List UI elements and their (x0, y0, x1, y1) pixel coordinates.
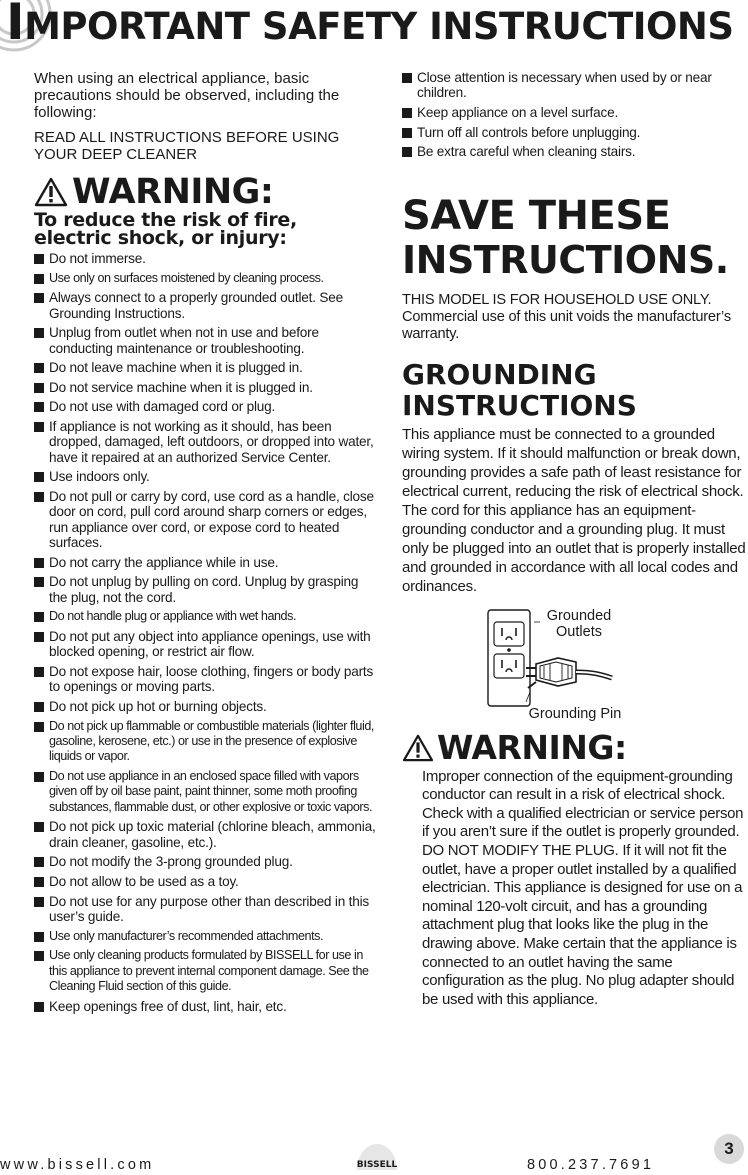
bullet-text: Do not pick up flammable or combustible materials (lighter fluid, gasoline, kerosene, etc.) or use in the presence of explosive liquids or vapor. (49, 718, 374, 764)
bullet-text: Use only on surfaces moistened by cleaning process. (49, 270, 324, 285)
bullet-text: Always connect to a properly grounded outlet. See Grounding Instructions. (49, 290, 343, 321)
warning2-heading: WARNING: (402, 730, 746, 766)
bullet-item (34, 699, 379, 714)
square-bullet-icon (34, 857, 44, 867)
bullet-item (34, 819, 379, 850)
page-title: IMPORTANT SAFETY INSTRUCTIONS (6, 0, 734, 51)
bullet-text: Close attention is necessary when used by or near children. (417, 70, 712, 101)
square-bullet-icon (34, 577, 44, 587)
bullet-text: Keep openings free of dust, lint, hair, etc. (49, 998, 287, 1014)
grounded-outlet-figure (402, 606, 746, 730)
footer-phone: 800.237.7691 (527, 1157, 655, 1173)
bullet-text: Do not modify the 3-prong grounded plug. (49, 854, 293, 870)
read-all-instructions: READ ALL INSTRUCTIONS BEFORE USING YOUR DEEP CLEANER (34, 129, 340, 163)
square-bullet-icon (34, 492, 44, 502)
bullet-item (34, 325, 379, 356)
bullet-item (34, 929, 379, 944)
intro-text: When using an electrical appliance, basic precautions should be observed, including the following: (34, 70, 340, 121)
right-column (402, 70, 746, 1009)
square-bullet-icon (402, 128, 412, 138)
bissell-logo (349, 1140, 405, 1174)
square-bullet-icon (34, 932, 44, 942)
warning-triangle-icon (34, 177, 68, 207)
warning-subheading: To reduce the risk of fire, electric shock, or injury: (34, 209, 297, 249)
bullet-item (402, 105, 746, 120)
bullet-text: Do not service machine when it is plugged in. (49, 379, 313, 395)
warning2-body: Improper connection of the equipment-grounding conductor can result in a risk of electrical shock. Check with a qualified electrician or service person if you aren’t sure if the outlet is properly grounded. DO NOT MODIFY THE PLUG. If it will not fit the outlet, have a proper outlet installed by a qualified electrician. This appliance is designed for use on a nominal 120-volt circuit, and has a grounding attachment plug that looks like the plug in the drawing above. Make certain that the appliance is connected to an outlet having the same configuration as the plug. No plug adapter should be used with this appliance. (422, 767, 744, 1008)
square-bullet-icon (34, 772, 44, 782)
bullet-text: Do not use appliance in an enclosed space filled with vapors given off by oil base paint, paint thinner, some moth proofing substances, flammable dust, or other explosive or toxic vapors. (49, 768, 373, 814)
square-bullet-icon (34, 897, 44, 907)
square-bullet-icon (34, 363, 44, 373)
warning-triangle-icon (402, 734, 434, 762)
left-column (34, 70, 379, 1018)
square-bullet-icon (34, 293, 44, 303)
square-bullet-icon (34, 274, 44, 284)
bullet-item (34, 948, 379, 994)
square-bullet-icon (402, 147, 412, 157)
bullet-item (34, 574, 379, 605)
square-bullet-icon (34, 877, 44, 887)
bullet-item (34, 609, 379, 624)
save-instructions-line2: INSTRUCTIONS. (402, 237, 729, 282)
square-bullet-icon (34, 722, 44, 732)
square-bullet-icon (34, 667, 44, 677)
footer-website: www.bissell.com (0, 1157, 155, 1173)
square-bullet-icon (34, 402, 44, 412)
bullet-item (34, 664, 379, 695)
square-bullet-icon (34, 383, 44, 393)
household-use-note: THIS MODEL IS FOR HOUSEHOLD USE ONLY. Commercial use of this unit voids the manufacturer’s warranty. (402, 291, 731, 342)
bullet-item (34, 251, 379, 266)
bullet-text: Do not use with damaged cord or plug. (49, 399, 276, 415)
label-grounded-outlets: Grounded Outlets (546, 607, 612, 640)
square-bullet-icon (34, 632, 44, 642)
bullet-text: Use only manufacturer’s recommended attachments. (49, 928, 324, 943)
page-number: 3 (714, 1134, 744, 1164)
bullet-item (34, 894, 379, 925)
square-bullet-icon (34, 422, 44, 432)
bullet-text: Do not pick up toxic material (chlorine bleach, ammonia, drain cleaner, gasoline, etc.). (49, 819, 376, 850)
right-bullet-list (402, 70, 746, 160)
bullet-text: Do not handle plug or appliance with wet hands. (49, 609, 296, 624)
bullet-item (34, 769, 379, 815)
square-bullet-icon (34, 472, 44, 482)
bullet-item (34, 555, 379, 570)
bullet-item (34, 854, 379, 869)
square-bullet-icon (34, 1002, 44, 1012)
bullet-text: Do not leave machine when it is plugged in. (49, 360, 303, 376)
bullet-item (34, 629, 379, 660)
grounding-title: GROUNDING INSTRUCTIONS (402, 357, 637, 422)
bullet-item (34, 419, 379, 465)
bullet-item (34, 360, 379, 375)
bullet-item (402, 125, 746, 140)
bullet-item (34, 489, 379, 551)
bullet-text: Do not unplug by pulling on cord. Unplug by grasping the plug, not the cord. (49, 574, 359, 605)
bullet-text: If appliance is not working as it should, has been dropped, damaged, left outdoors, or dropped into water, have it repaired at an authorized Service Center. (49, 418, 374, 465)
warning-heading: WARNING: (34, 173, 379, 211)
bullet-text: Do not allow to be used as a toy. (49, 873, 239, 889)
bullet-text: Do not put any object into appliance openings, use with blocked opening, or restrict air flow. (49, 628, 371, 660)
svg-text:BISSELL: BISSELL (356, 1160, 398, 1170)
bullet-text: Do not use for any purpose other than described in this user’s guide. (49, 893, 369, 924)
square-bullet-icon (402, 73, 412, 83)
grounding-body: This appliance must be connected to a grounded wiring system. If it should malfunction or break down, grounding provides a safe path of least resistance for electrical current, reducing the risk of electrical shock. The cord for this appliance has an equipment-grounding conductor and a grounding plug. It must only be plugged into an outlet that is properly installed and grounded in accordance with all local codes and ordinances. (402, 425, 746, 595)
left-bullet-list (34, 251, 379, 1014)
square-bullet-icon (34, 822, 44, 832)
bullet-item (34, 874, 379, 889)
bullet-item (34, 999, 379, 1014)
bullet-text: Do not pick up hot or burning objects. (49, 698, 267, 714)
square-bullet-icon (34, 254, 44, 264)
bullet-item (34, 469, 379, 484)
bullet-text: Keep appliance on a level surface. (417, 105, 619, 120)
bullet-item (34, 380, 379, 395)
bullet-item (34, 271, 379, 286)
bullet-item (34, 290, 379, 321)
save-instructions-line1: SAVE THESE (402, 192, 671, 239)
square-bullet-icon (402, 108, 412, 118)
square-bullet-icon (34, 951, 44, 961)
square-bullet-icon (34, 558, 44, 568)
bullet-text: Turn off all controls before unplugging. (417, 124, 641, 140)
bullet-text: Be extra careful when cleaning stairs. (417, 144, 636, 160)
square-bullet-icon (34, 702, 44, 712)
bullet-item (34, 719, 379, 765)
square-bullet-icon (34, 612, 44, 622)
bullet-item (34, 399, 379, 414)
bullet-item (402, 70, 746, 101)
label-grounding-pin: Grounding Pin (528, 705, 622, 722)
bullet-text: Do not immerse. (49, 251, 146, 266)
bullet-text: Do not pull or carry by cord, use cord as a handle, close door on cord, pull cord around sharp corners or edges, run appliance over cord, or expose cord to heated surfaces. (49, 488, 374, 551)
square-bullet-icon (34, 328, 44, 338)
bullet-text: Use indoors only. (49, 469, 150, 485)
bullet-text: Use only cleaning products formulated by BISSELL for use in this appliance to prevent internal component damage. See the Cleaning Fluid section of this guide. (49, 948, 369, 993)
bullet-text: Unplug from outlet when not in use and before conducting maintenance or troubleshooting. (49, 325, 319, 356)
bullet-item (402, 144, 746, 159)
bullet-text: Do not carry the appliance while in use. (49, 554, 279, 570)
bullet-text: Do not expose hair, loose clothing, fingers or body parts to openings or moving parts. (49, 663, 374, 695)
